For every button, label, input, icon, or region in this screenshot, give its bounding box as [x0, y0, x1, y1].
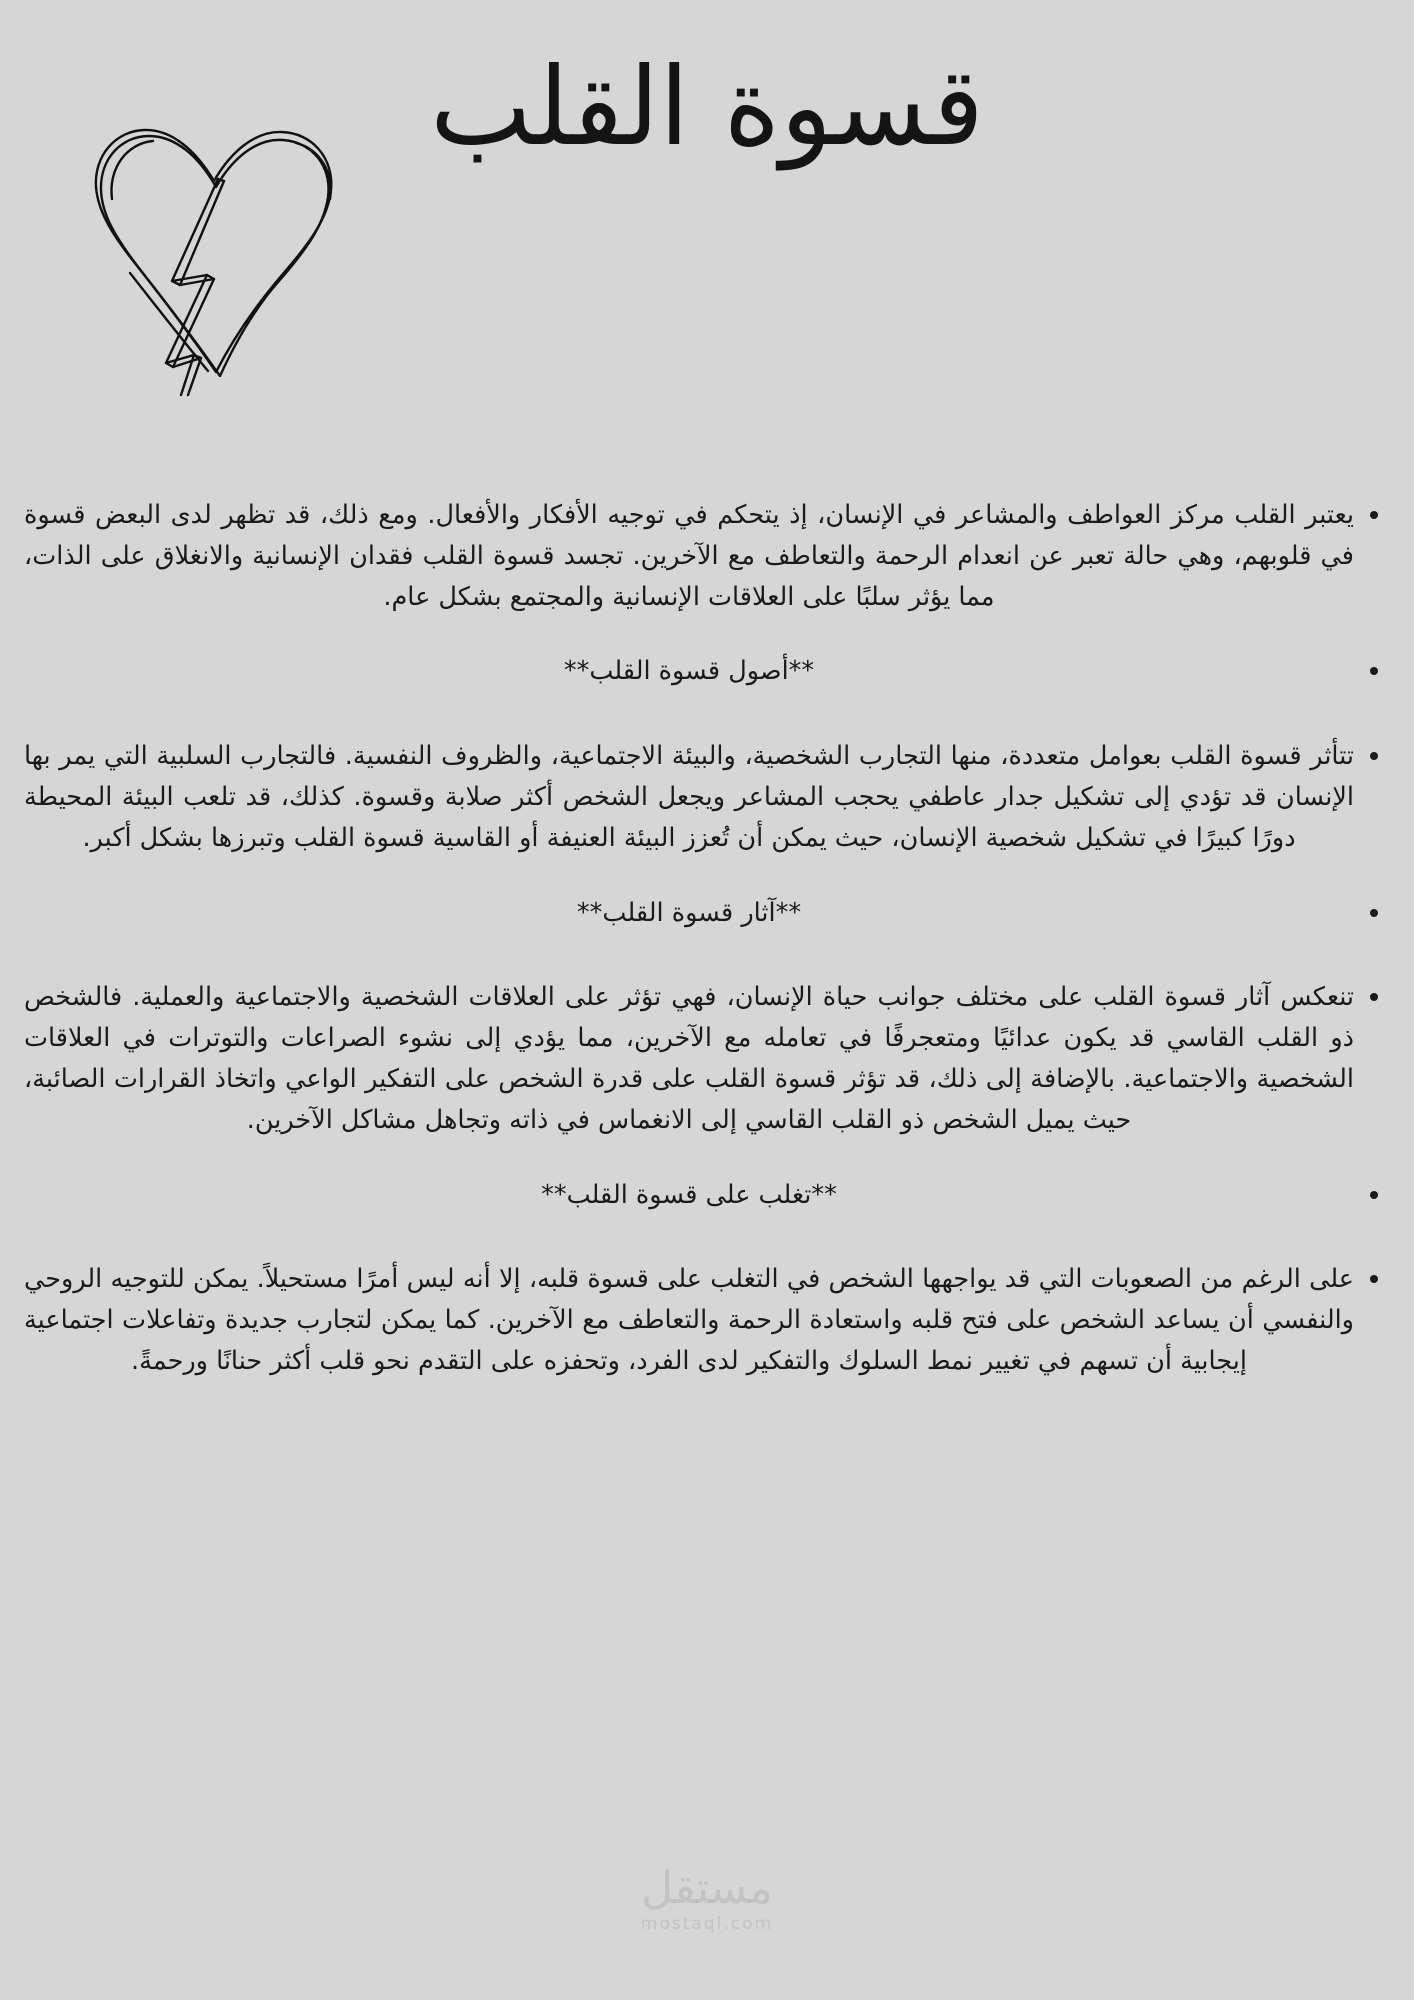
- section-heading: **تغلب على قسوة القلب**: [14, 1175, 1400, 1216]
- list-item: تتأثر قسوة القلب بعوامل متعددة، منها التجارب الشخصية، والبيئة الاجتماعية، والظروف النفسية. فالتجارب السلبية التي يمر بها الإنسان قد تؤدي إلى تشكيل جدار عاطفي يحجب المشاعر ويجعل الشخص أكثر صلابة وقسوة. كذلك، قد تلعب البيئة المحيطة دورًا كبيرًا في تشكيل شخصية الإنسان، حيث يمكن أن تُعزز البيئة العنيفة أو القاسية قسوة القلب وتبرزها بشكل أكبر.: [14, 736, 1400, 858]
- list-item: يعتبر القلب مركز العواطف والمشاعر في الإنسان، إذ يتحكم في توجيه الأفكار والأفعال. ومع ذلك، قد تظهر لدى البعض قسوة في قلوبهم، وهي حالة تعبر عن انعدام الرحمة والتعاطف مع الآخرين. تجسد قسوة القلب فقدان الإنسانية والانغلاق على الذات، مما يؤثر سلبًا على العلاقات الإنسانية والمجتمع بشكل عام.: [14, 495, 1400, 617]
- document-header: [0, 0, 1414, 485]
- watermark-latin: mostaql.com: [640, 1913, 774, 1934]
- watermark: [640, 1862, 774, 1938]
- list-item: تنعكس آثار قسوة القلب على مختلف جوانب حياة الإنسان، فهي تؤثر على العلاقات الشخصية والاجتماعية والعملية. فالشخص ذو القلب القاسي قد يكون عدائيًا ومتعجرفًا في تعامله مع الآخرين، مما يؤدي إلى نشوء الصراعات والتوترات في العلاقات الشخصية والاجتماعية. بالإضافة إلى ذلك، قد تؤثر قسوة القلب على قدرة الشخص على التفكير الواعي واتخاذ القرارات الصائبة، حيث يميل الشخص ذو القلب القاسي إلى الانغماس في ذاته وتجاهل مشاكل الآخرين.: [14, 977, 1400, 1140]
- section-heading: **أصول قسوة القلب**: [14, 651, 1400, 692]
- section-heading: **آثار قسوة القلب**: [14, 893, 1400, 934]
- page-title: قسوة القلب: [429, 45, 984, 170]
- bullet-list: [14, 495, 1400, 1382]
- list-item: على الرغم من الصعوبات التي قد يواجهها الشخص في التغلب على قسوة قلبه، إلا أنه ليس أمرًا مستحيلاً. يمكن للتوجيه الروحي والنفسي أن يساعد الشخص على فتح قلبه واستعادة الرحمة والتعاطف مع الآخرين. كما يمكن لتجارب جديدة وتفاعلات اجتماعية إيجابية أن تسهم في تغيير نمط السلوك والتفكير لدى الفرد، وتحفزه على التقدم نحو قلب أكثر حنانًا ورحمةً.: [14, 1259, 1400, 1381]
- document-body: [0, 495, 1414, 1410]
- watermark-arabic: مستقل: [641, 1862, 773, 1914]
- broken-heart-icon: [68, 95, 358, 395]
